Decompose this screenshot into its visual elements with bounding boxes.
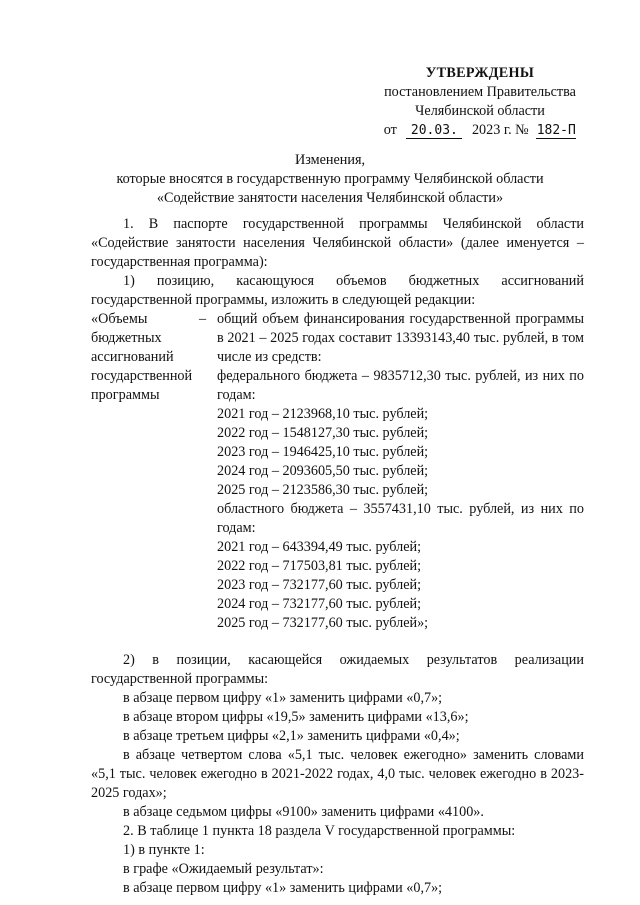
document-body bbox=[91, 215, 584, 898]
title-line-3: «Содействие занятости населения Челябинской области» bbox=[156, 190, 504, 206]
subitem-line: в графе «Ожидаемый результат»: bbox=[123, 861, 324, 877]
title-line-2: которые вносятся в государственную программу Челябинской области bbox=[116, 171, 544, 187]
approval-heading: УТВЕРЖДЕНЫ bbox=[425, 65, 535, 81]
regional-year: 2023 год – 732177,60 тыс. рублей; bbox=[217, 577, 422, 593]
passport-value bbox=[217, 310, 584, 633]
regional-year: 2025 год – 732177,60 тыс. рублей»; bbox=[217, 615, 429, 631]
passport-label-line: бюджетных bbox=[91, 330, 162, 346]
document-title bbox=[80, 151, 580, 208]
approval-line-1: постановлением Правительства bbox=[384, 84, 576, 100]
subitem-line: в абзаце первом цифру «1» заменить цифрами «0,7»; bbox=[123, 880, 443, 896]
passport-label-line: программы bbox=[91, 387, 160, 403]
federal-intro: федерального бюджета – 9835712,30 тыс. рублей, из них по годам: bbox=[217, 368, 584, 403]
federal-year: 2025 год – 2123586,30 тыс. рублей; bbox=[217, 482, 429, 498]
amendment-line: в абзаце третьем цифры «2,1» заменить цифрами «0,4»; bbox=[123, 728, 460, 744]
passport-dash: – bbox=[199, 311, 207, 327]
approval-dateline bbox=[370, 121, 590, 140]
passport-label-line: «Объемы bbox=[91, 311, 148, 327]
paragraph-2: 1) позицию, касающуюся объемов бюджетных ассигнований государственной программы, изложить в следующей редакции: bbox=[91, 273, 584, 308]
title-line-1: Изменения, bbox=[294, 152, 366, 168]
regional-intro: областного бюджета – 3557431,10 тыс. рублей, из них по годам: bbox=[217, 501, 584, 536]
federal-year: 2023 год – 1946425,10 тыс. рублей; bbox=[217, 444, 429, 460]
amendment-line: в абзаце первом цифру «1» заменить цифрами «0,7»; bbox=[123, 690, 443, 706]
amendment-line: в абзаце седьмом цифры «9100» заменить цифрами «4100». bbox=[123, 804, 484, 820]
federal-year: 2022 год – 1548127,30 тыс. рублей; bbox=[217, 425, 429, 441]
paragraph-1: 1. В паспорте государственной программы Челябинской области «Содействие занятости населения Челябинской области» (далее именуется – государственная программа): bbox=[91, 216, 584, 270]
approval-stamp bbox=[370, 64, 590, 140]
passport-label-line: ассигнований bbox=[91, 349, 174, 365]
passport-label-line: государственной bbox=[91, 368, 193, 384]
approval-date: 20.03. bbox=[406, 123, 462, 139]
funding-total: общий объем финансирования государственной программы в 2021 – 2025 годах составит 13393143,40 тыс. рублей, в том числе из средств: bbox=[217, 311, 584, 365]
year-label: 2023 г. № bbox=[471, 122, 529, 138]
approval-line-2: Челябинской области bbox=[415, 103, 545, 119]
passport-position bbox=[91, 310, 584, 633]
results-paragraph: 2) в позиции, касающейся ожидаемых результатов реализации государственной программы: bbox=[91, 652, 584, 687]
section-2-paragraph: 2. В таблице 1 пункта 18 раздела V государственной программы: bbox=[123, 823, 516, 839]
federal-year: 2021 год – 2123968,10 тыс. рублей; bbox=[217, 406, 429, 422]
federal-year: 2024 год – 2093605,50 тыс. рублей; bbox=[217, 463, 429, 479]
approval-number: 182-П bbox=[536, 123, 576, 138]
regional-year: 2024 год – 732177,60 тыс. рублей; bbox=[217, 596, 422, 612]
amendment-line: в абзаце четвертом слова «5,1 тыс. человек ежегодно» заменить словами «5,1 тыс. человек ежегодно в 2021-2022 годах, 4,0 тыс. человек ежегодно в 2023-2025 годах»; bbox=[91, 747, 584, 801]
regional-year: 2021 год – 643394,49 тыс. рублей; bbox=[217, 539, 422, 555]
regional-year: 2022 год – 717503,81 тыс. рублей; bbox=[217, 558, 422, 574]
from-label: от bbox=[383, 122, 397, 138]
passport-label bbox=[91, 310, 199, 633]
subitem-line: 1) в пункте 1: bbox=[123, 842, 205, 858]
amendment-line: в абзаце втором цифры «19,5» заменить цифрами «13,6»; bbox=[123, 709, 469, 725]
